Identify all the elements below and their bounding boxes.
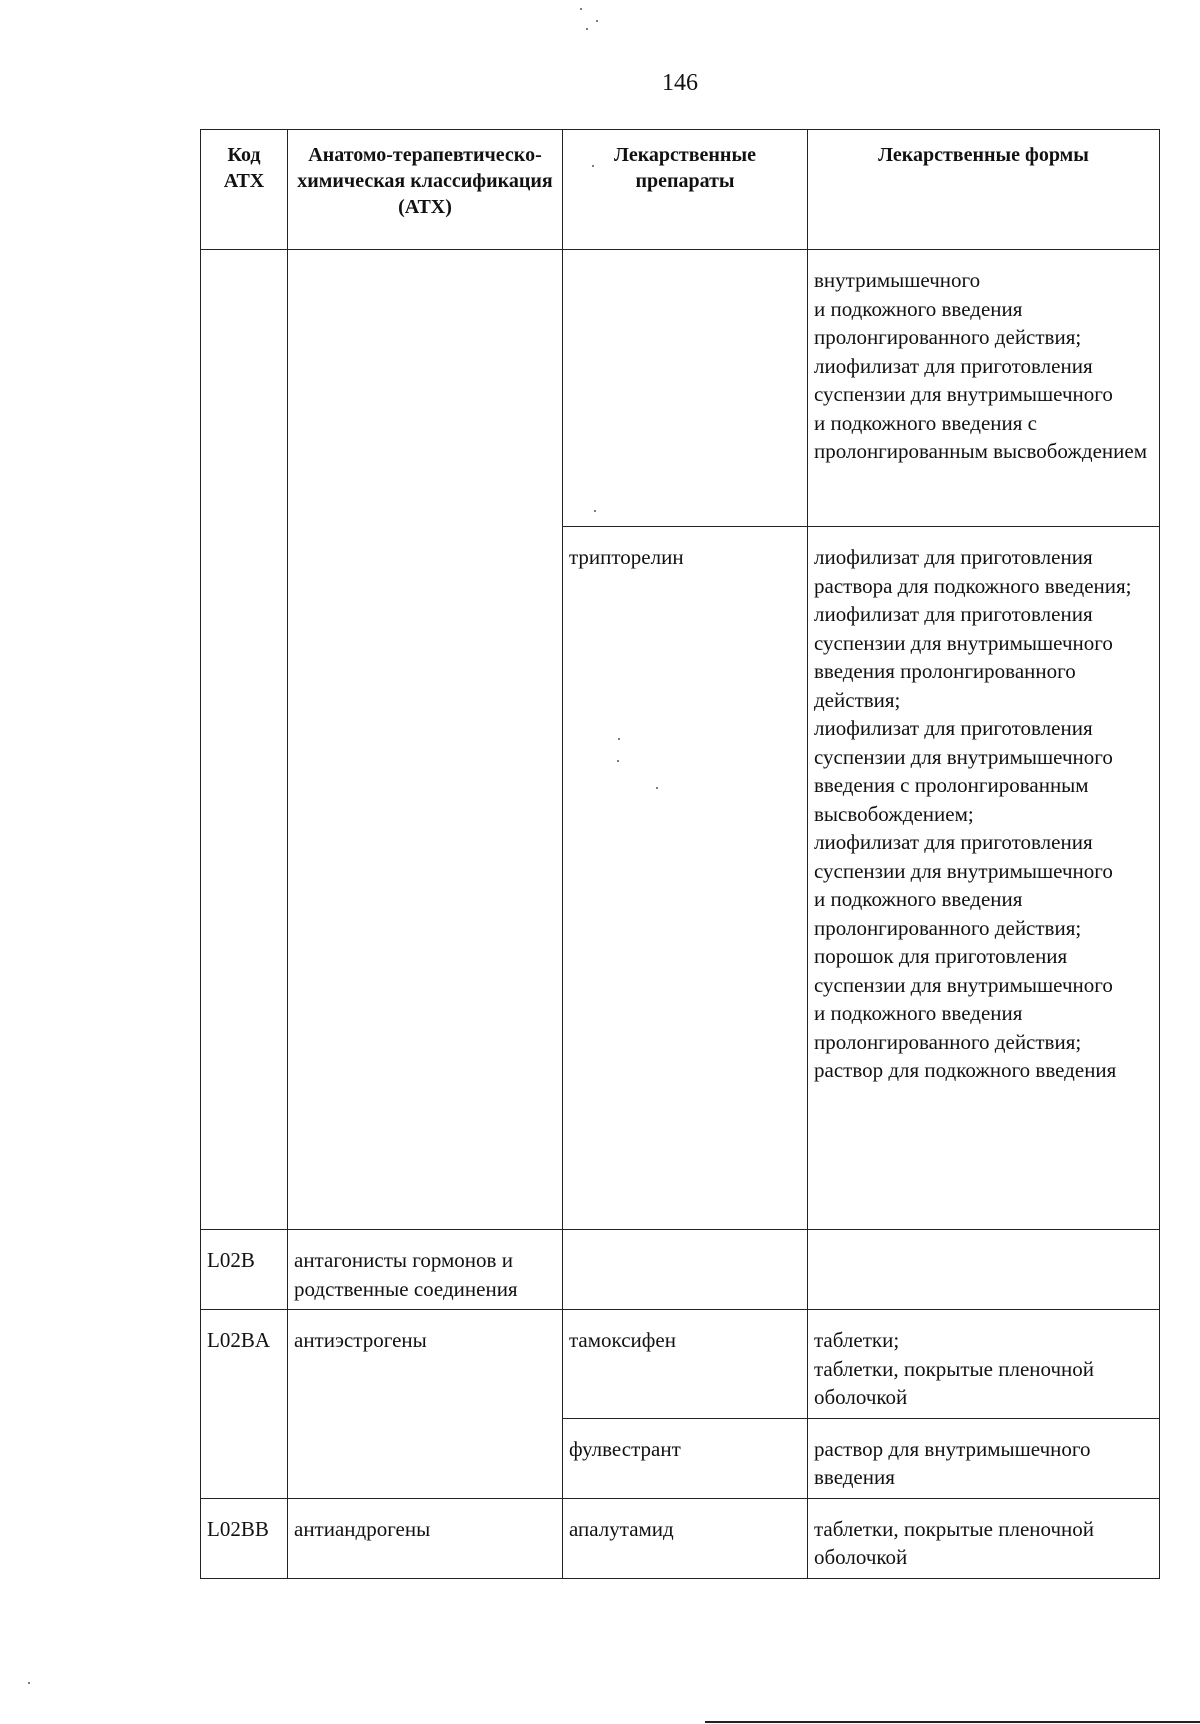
code-cell: L02BB <box>201 1498 288 1578</box>
header-atx-code: Код АТХ <box>201 130 288 250</box>
drug-cell <box>563 250 808 527</box>
scan-speck <box>580 8 582 10</box>
classification-cell: антиандрогены <box>288 1498 563 1578</box>
classification-cell <box>288 1418 563 1498</box>
scan-speck <box>618 738 620 740</box>
dosage-forms-cell: лиофилизат для приготовления раствора для подкожного введения; лиофилизат для приготовления суспензии для внутримышечного введения пролонгированного действия; лиофилизат для приготовления суспензии для внутримышечного введения с пролонгированным высвобождением; лиофилизат для приготовления суспензии для внутримышечного и подкожного введения пролонгированного действия; порошок для приготовления суспензии для внутримышечного и подкожного введения пролонгированного действия; раствор для подкожного введения <box>808 527 1160 1230</box>
code-cell <box>201 527 288 1230</box>
scan-speck <box>586 28 588 30</box>
scan-speck <box>656 787 658 789</box>
scan-speck <box>594 510 596 512</box>
drug-cell: апалутамид <box>563 1498 808 1578</box>
scan-edge-rule <box>705 1721 1200 1723</box>
table-row <box>201 527 1160 1230</box>
header-dosage-forms: Лекарственные формы <box>808 130 1160 250</box>
classification-cell: антиэстрогены <box>288 1310 563 1419</box>
drug-cell <box>563 1230 808 1310</box>
dosage-forms-cell: таблетки; таблетки, покрытые пленочной оболочкой <box>808 1310 1160 1419</box>
drug-cell: трипторелин <box>563 527 808 1230</box>
classification-cell: антагонисты гормонов и родственные соединения <box>288 1230 563 1310</box>
scan-speck <box>617 760 619 762</box>
code-cell: L02B <box>201 1230 288 1310</box>
dosage-forms-cell: внутримышечного и подкожного введения пролонгированного действия; лиофилизат для приготовления суспензии для внутримышечного и подкожного введения с пролонгированным высвобождением <box>808 250 1160 527</box>
classification-cell <box>288 527 563 1230</box>
dosage-forms-cell: раствор для внутримышечного введения <box>808 1418 1160 1498</box>
scan-speck <box>592 165 594 167</box>
table-row <box>201 1310 1160 1419</box>
page-number: 146 <box>662 70 698 96</box>
classification-cell <box>288 250 563 527</box>
dosage-forms-cell <box>808 1230 1160 1310</box>
scan-speck <box>28 1682 30 1684</box>
code-cell <box>201 250 288 527</box>
table-header-row <box>201 130 1160 250</box>
table-row <box>201 250 1160 527</box>
table-row <box>201 1498 1160 1578</box>
header-atx-classification: Анатомо-терапевтическо-химическая классификация (АТХ) <box>288 130 563 250</box>
drug-cell: тамоксифен <box>563 1310 808 1419</box>
atx-drug-table <box>200 129 1160 1579</box>
code-cell: L02BA <box>201 1310 288 1419</box>
header-drugs: Лекарственные препараты <box>563 130 808 250</box>
table-row <box>201 1230 1160 1310</box>
scan-speck <box>596 20 598 22</box>
table-row <box>201 1418 1160 1498</box>
dosage-forms-cell: таблетки, покрытые пленочной оболочкой <box>808 1498 1160 1578</box>
code-cell <box>201 1418 288 1498</box>
drug-cell: фулвестрант <box>563 1418 808 1498</box>
